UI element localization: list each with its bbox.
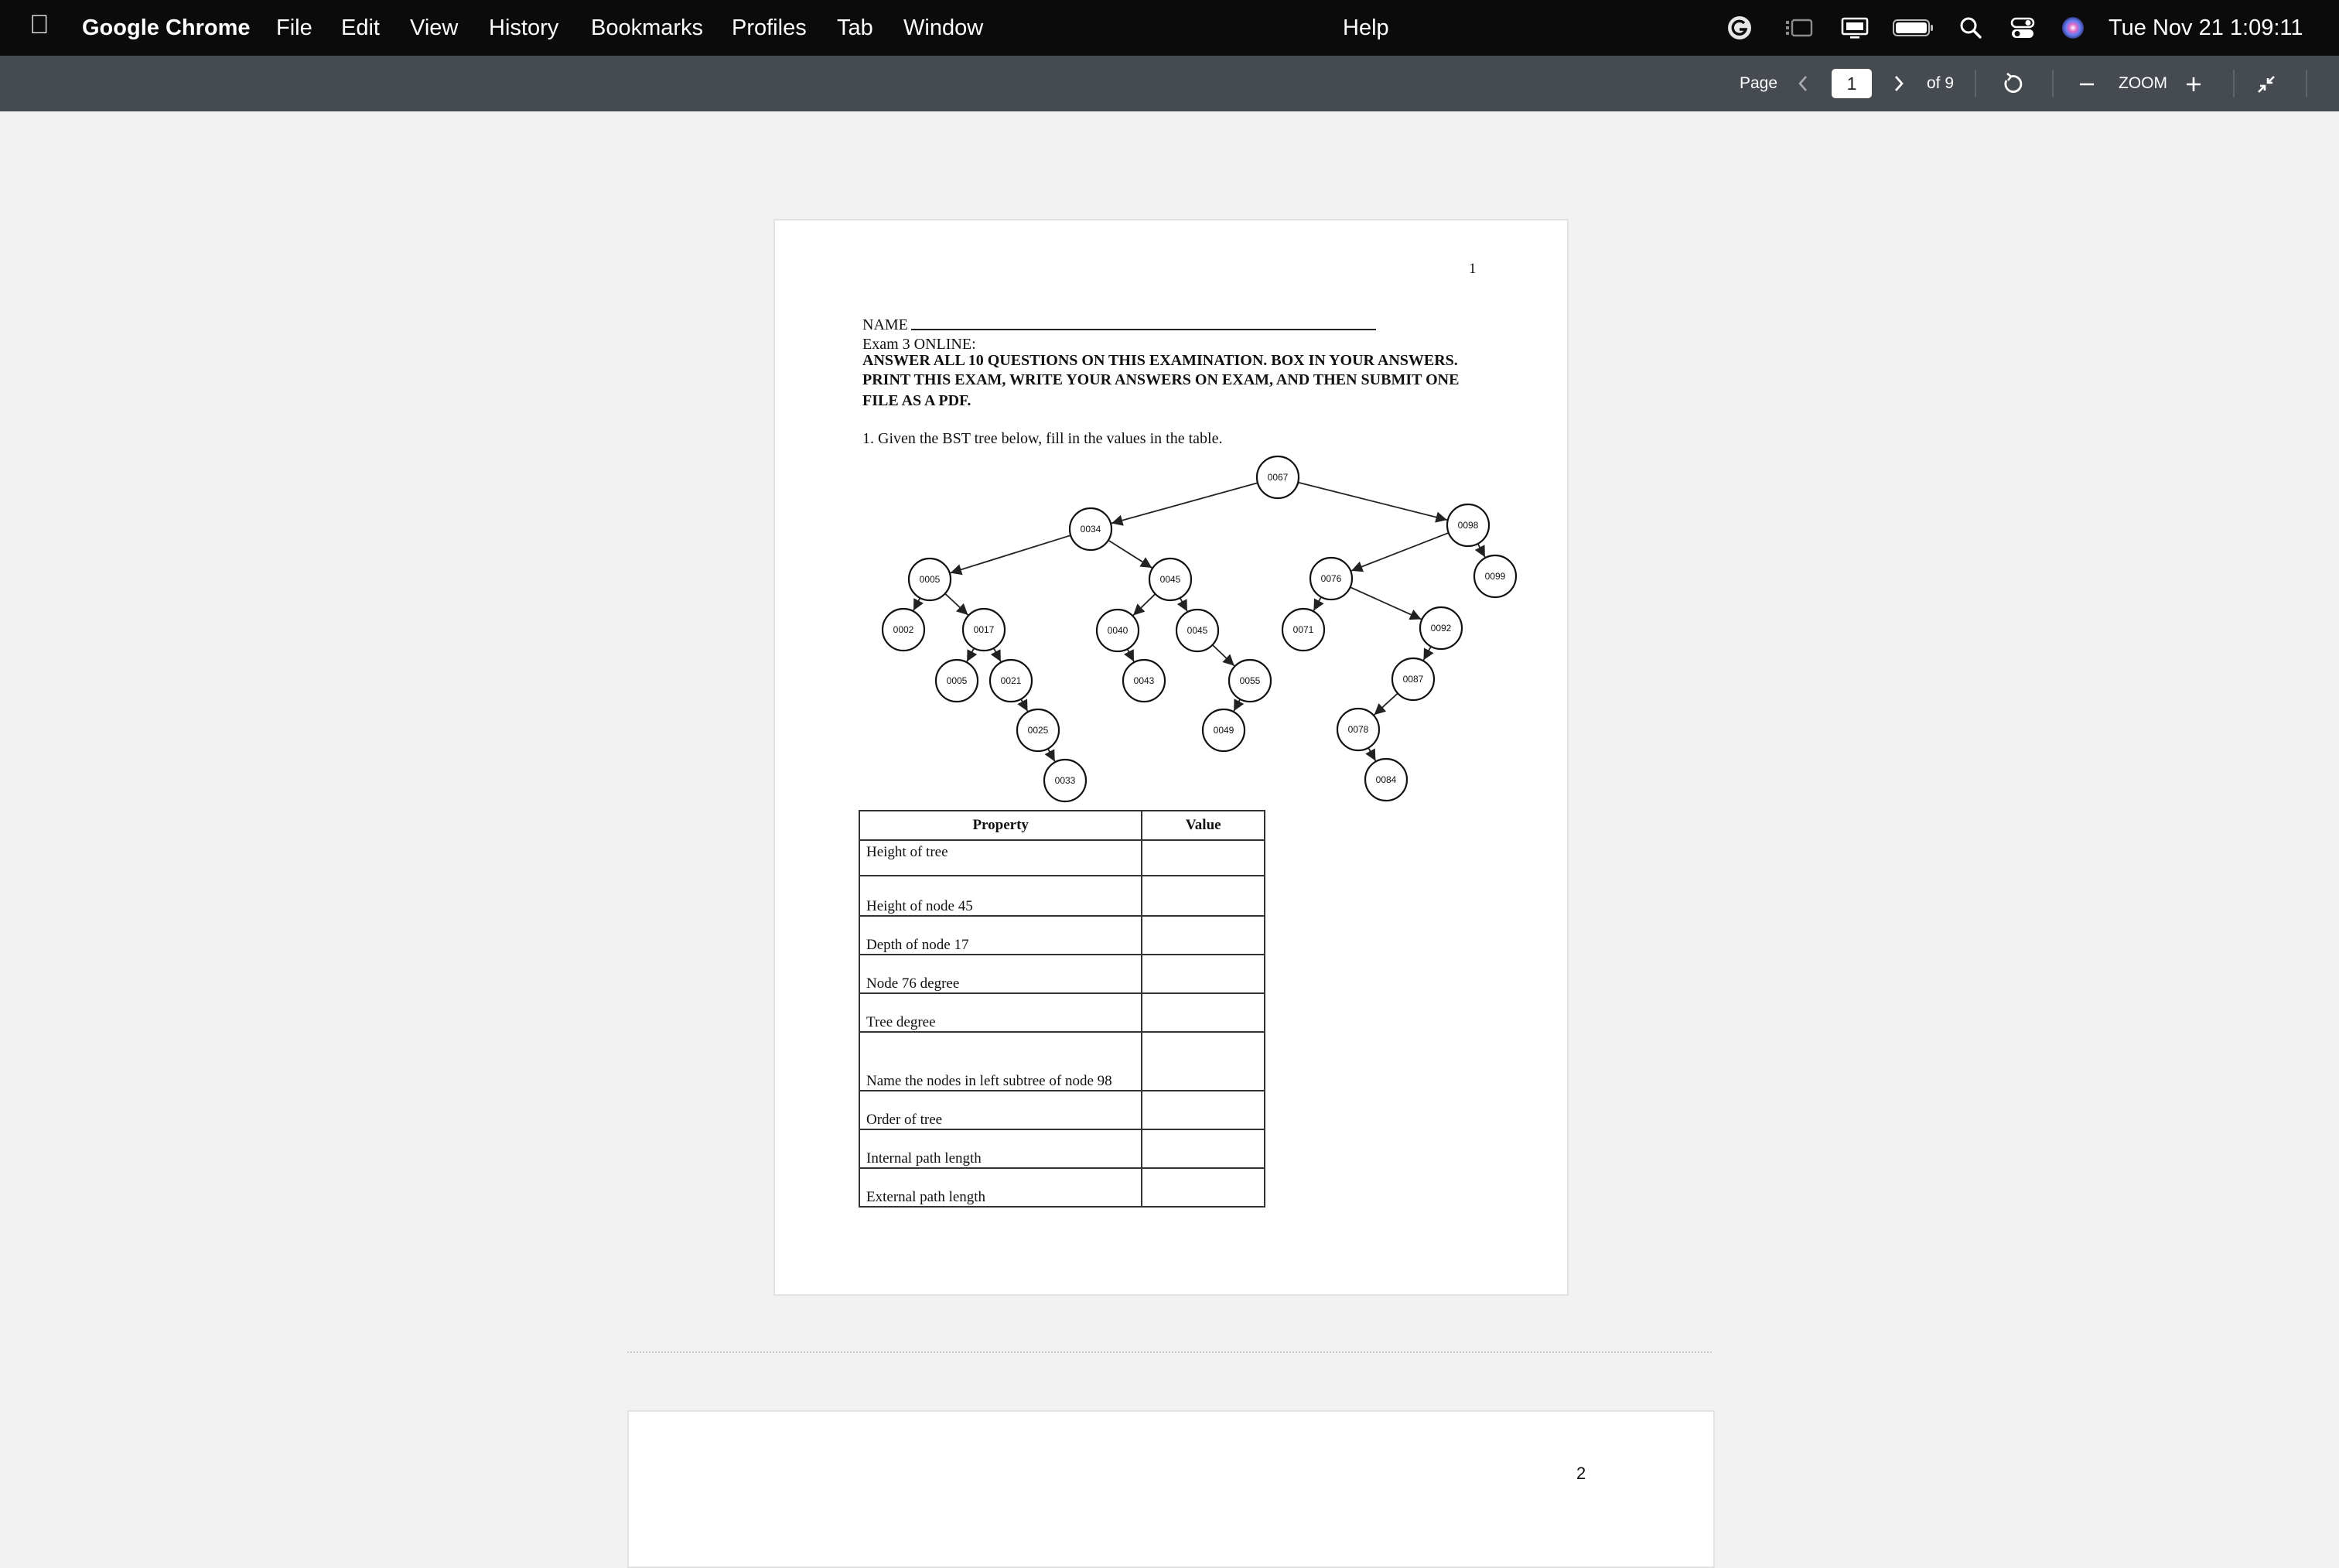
tree-edge <box>1423 647 1431 661</box>
tree-node <box>1070 508 1111 550</box>
tree-edge <box>1350 587 1422 619</box>
toolbar-divider <box>1975 70 1976 97</box>
value-cell <box>1142 876 1265 916</box>
tree-node-label: 0071 <box>1292 624 1314 636</box>
tree-node <box>1097 610 1139 651</box>
next-page-icon[interactable] <box>1889 56 1909 111</box>
property-cell: Order of tree <box>859 1091 1142 1129</box>
table-row <box>859 1168 1265 1207</box>
property-cell: Height of tree <box>859 840 1142 876</box>
value-cell <box>1142 993 1265 1032</box>
tree-edge <box>1478 544 1485 557</box>
tree-edge <box>967 648 974 661</box>
instructions-line: ANSWER ALL 10 QUESTIONS ON THIS EXAMINATION. BOX IN YOUR ANSWERS. <box>862 352 1458 369</box>
tree-edge <box>945 593 968 615</box>
tree-node-label: 0034 <box>1080 524 1101 535</box>
question-1: 1. Given the BST tree below, fill in the values in the table. <box>862 430 1223 447</box>
tree-node-label: 0002 <box>893 624 914 636</box>
tree-node <box>963 609 1005 651</box>
menu-edit[interactable]: Edit <box>341 15 380 40</box>
property-cell: Internal path length <box>859 1129 1142 1168</box>
property-cell: Node 76 degree <box>859 955 1142 993</box>
app-menu[interactable]: Google Chrome <box>82 15 251 40</box>
table-row <box>859 1091 1265 1129</box>
tree-node-label: 0099 <box>1484 571 1506 582</box>
tree-edge <box>1298 483 1447 521</box>
tree-node <box>1203 709 1245 751</box>
table-row <box>859 916 1265 955</box>
tree-edge <box>951 535 1071 573</box>
name-underline <box>911 329 1376 330</box>
value-cell <box>1142 1168 1265 1207</box>
page-count: of 9 <box>1927 74 1955 92</box>
tree-edge <box>1351 533 1449 571</box>
toolbar-divider <box>2306 70 2307 97</box>
menu-history[interactable]: History <box>489 15 559 40</box>
value-cell <box>1142 1129 1265 1168</box>
menu-view[interactable]: View <box>410 15 459 40</box>
instructions-line: FILE AS A PDF. <box>862 392 971 409</box>
menu-file[interactable]: File <box>276 15 312 40</box>
tree-node-label: 0045 <box>1159 574 1181 586</box>
value-cell <box>1142 1091 1265 1129</box>
tree-node <box>1229 660 1271 702</box>
tree-node <box>1365 759 1407 801</box>
tree-node-label: 0084 <box>1375 774 1397 786</box>
tree-edge <box>994 648 1001 661</box>
table-row <box>859 955 1265 993</box>
page-number: 2 <box>1576 1464 1586 1483</box>
bst-diagram <box>773 449 1566 804</box>
tree-edge <box>1368 748 1375 761</box>
apple-menu-icon[interactable] <box>29 11 50 39</box>
menu-bar <box>0 0 2339 56</box>
tree-node-label: 0033 <box>1054 775 1076 787</box>
tree-node <box>1337 709 1379 750</box>
table-row <box>859 840 1265 876</box>
tree-node <box>1257 456 1299 498</box>
clock[interactable]: Tue Nov 21 1:09:11 <box>2109 15 2303 40</box>
exam-title: Exam 3 ONLINE: <box>862 336 976 353</box>
zoom-out-icon[interactable] <box>2075 56 2098 111</box>
spotlight-search-icon[interactable] <box>1958 14 1984 42</box>
previous-page-icon[interactable] <box>1793 56 1813 111</box>
page-label: Page <box>1740 74 1778 92</box>
zoom-in-icon[interactable] <box>2182 56 2205 111</box>
tree-node <box>990 660 1032 702</box>
pdf-page-2 <box>627 1410 1715 1568</box>
tree-node <box>1176 610 1218 651</box>
value-cell <box>1142 955 1265 993</box>
property-cell: Height of node 45 <box>859 876 1142 916</box>
rotate-icon[interactable] <box>1999 56 2026 111</box>
tree-node-label: 0005 <box>919 574 941 586</box>
menu-tab[interactable]: Tab <box>837 15 873 40</box>
tree-edge <box>1234 699 1240 711</box>
tree-node-label: 0040 <box>1107 625 1129 637</box>
tree-node <box>909 559 951 600</box>
table-row <box>859 1032 1265 1091</box>
control-center-icon[interactable] <box>2009 14 2037 42</box>
tree-node <box>1017 709 1059 751</box>
grammarly-icon[interactable] <box>1726 14 1753 42</box>
tree-edge <box>1021 699 1028 712</box>
display-icon[interactable] <box>1839 14 1870 42</box>
tree-node <box>883 609 924 651</box>
siri-icon[interactable] <box>2060 14 2086 42</box>
tree-node <box>1474 555 1516 597</box>
table-row <box>859 1129 1265 1168</box>
name-label: NAME <box>862 316 908 333</box>
menu-profiles[interactable]: Profiles <box>732 15 807 40</box>
table-row <box>859 876 1265 916</box>
tree-node-label: 0017 <box>973 624 995 636</box>
tree-node-label: 0025 <box>1027 725 1049 736</box>
tree-node <box>1282 609 1324 651</box>
stage-manager-icon[interactable] <box>1784 14 1815 42</box>
property-cell: Depth of node 17 <box>859 916 1142 955</box>
property-cell: Name the nodes in left subtree of node 98 <box>859 1032 1142 1091</box>
zoom-label: ZOOM <box>2119 74 2167 92</box>
table-header-value: Value <box>1142 811 1265 840</box>
value-cell <box>1142 840 1265 876</box>
toolbar-divider <box>2052 70 2054 97</box>
value-cell <box>1142 1032 1265 1091</box>
tree-node-label: 0021 <box>1000 675 1022 687</box>
property-cell: Tree degree <box>859 993 1142 1032</box>
tree-node-label: 0045 <box>1187 625 1208 637</box>
tree-node-label: 0098 <box>1457 520 1479 531</box>
table-header-property: Property <box>859 811 1142 840</box>
property-cell: External path length <box>859 1168 1142 1207</box>
tree-node-label: 0055 <box>1239 675 1261 687</box>
tree-edge <box>1128 649 1135 661</box>
tree-node <box>1149 559 1191 600</box>
menu-window[interactable]: Window <box>903 15 984 40</box>
tree-edge <box>1213 645 1234 666</box>
tree-edge <box>1108 540 1152 568</box>
menu-help[interactable]: Help <box>1343 15 1389 40</box>
page-number: 1 <box>1469 261 1477 277</box>
tree-node <box>1123 660 1165 702</box>
tree-node-label: 0049 <box>1213 725 1234 736</box>
menu-bookmarks[interactable]: Bookmarks <box>591 15 704 40</box>
tree-node-label: 0067 <box>1267 472 1289 483</box>
tree-edge <box>1111 483 1258 523</box>
toolbar-divider <box>2233 70 2235 97</box>
tree-edge <box>1313 597 1321 611</box>
tree-node-label: 0087 <box>1402 674 1424 685</box>
tree-node-label: 0043 <box>1133 675 1155 687</box>
page-divider <box>627 1351 1712 1353</box>
tree-node <box>1420 607 1462 649</box>
tree-edge <box>1133 594 1156 616</box>
instructions-line: PRINT THIS EXAM, WRITE YOUR ANSWERS ON EXAM, AND THEN SUBMIT ONE <box>862 371 1460 388</box>
tree-node <box>1447 504 1489 546</box>
property-table <box>859 810 1265 1208</box>
tree-node <box>1310 558 1352 600</box>
tree-edge <box>913 598 920 610</box>
tree-edge <box>1374 693 1398 715</box>
tree-node-label: 0005 <box>946 675 968 687</box>
tree-node <box>1044 760 1086 801</box>
pdf-toolbar <box>0 56 2339 111</box>
tree-edge <box>1048 749 1055 762</box>
tree-node-label: 0076 <box>1320 573 1342 585</box>
tree-edge <box>1180 598 1187 611</box>
tree-node-label: 0078 <box>1347 724 1369 736</box>
battery-icon[interactable] <box>1892 14 1935 42</box>
page-number-input[interactable]: 1 <box>1832 69 1872 98</box>
tree-node <box>936 660 978 702</box>
tree-node-label: 0092 <box>1430 623 1452 634</box>
exit-fullscreen-icon[interactable] <box>2253 56 2279 111</box>
table-row <box>859 993 1265 1032</box>
tree-node <box>1392 658 1434 700</box>
value-cell <box>1142 916 1265 955</box>
